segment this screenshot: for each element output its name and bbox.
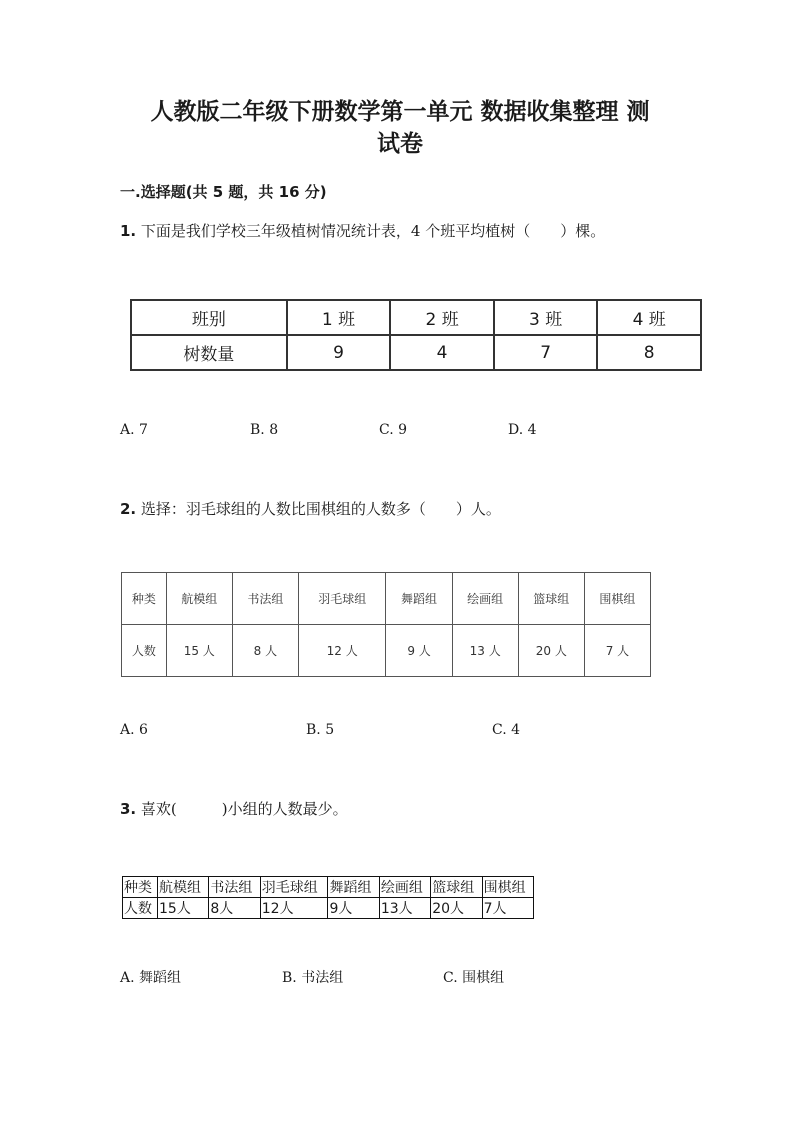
option-a[interactable]: A. 舞蹈组 [120,970,182,986]
table-cell: 12 人 [298,625,386,677]
table-cell: 书法组 [232,573,298,625]
table-cell: 围棋组 [482,877,533,898]
table-cell: 航模组 [166,573,232,625]
table-cell: 4 [390,335,494,370]
table-cell: 8 人 [232,625,298,677]
table-cell: 15人 [158,898,209,919]
table-cell: 篮球组 [431,877,482,898]
tree-planting-table [130,299,702,371]
table-cell: 绘画组 [379,877,430,898]
table-cell: 舞蹈组 [386,573,452,625]
table-cell: 7 [494,335,598,370]
question-text: 选择：羽毛球组的人数比围棋组的人数多（ ）人。 [140,500,501,518]
table-cell: 班别 [131,300,287,335]
question-1 [120,220,605,241]
table-cell: 8人 [209,898,260,919]
table-cell: 13 人 [452,625,518,677]
table-cell: 树数量 [131,335,287,370]
group-members-table [121,572,651,677]
table-cell: 羽毛球组 [260,877,328,898]
table-row [131,300,701,335]
table-cell: 种类 [123,877,158,898]
question-number: 2. [120,500,137,518]
table-cell: 20人 [431,898,482,919]
question-number: 1. [120,222,137,240]
question-number: 3. [120,800,137,818]
table-cell: 种类 [122,573,167,625]
table-cell: 8 [597,335,701,370]
table-row [122,573,651,625]
table-cell: 1 班 [287,300,391,335]
table-cell: 15 人 [166,625,232,677]
table-cell: 人数 [122,625,167,677]
table-cell: 9 [287,335,391,370]
table-cell: 2 班 [390,300,494,335]
table-cell: 篮球组 [518,573,584,625]
table-cell: 7人 [482,898,533,919]
question-text: 喜欢( )小组的人数最少。 [140,800,348,818]
table-row [123,877,534,898]
question-text: 下面是我们学校三年级植树情况统计表，4 个班平均植树（ ）棵。 [140,222,606,240]
table-cell: 9 人 [386,625,452,677]
table-row [131,335,701,370]
option-d[interactable]: D. 4 [508,422,537,438]
table-cell: 人数 [123,898,158,919]
question-2 [120,498,501,519]
option-c[interactable]: C. 9 [379,422,408,438]
table-cell: 20 人 [518,625,584,677]
option-b[interactable]: B. 书法组 [282,970,344,986]
table-cell: 13人 [379,898,430,919]
table-cell: 舞蹈组 [328,877,379,898]
table-cell: 书法组 [209,877,260,898]
option-c[interactable]: C. 4 [492,722,521,738]
table-cell: 绘画组 [452,573,518,625]
page-title-line1: 人教版二年级下册数学第一单元 数据收集整理 测 [150,99,650,125]
question-3 [120,798,348,819]
table-cell: 4 班 [597,300,701,335]
table-cell: 12人 [260,898,328,919]
table-cell: 围棋组 [584,573,650,625]
option-c[interactable]: C. 围棋组 [443,970,505,986]
page-title-line2: 试卷 [377,131,423,157]
table-cell: 3 班 [494,300,598,335]
table-cell: 9人 [328,898,379,919]
section-header: 一.选择题(共 5 题，共 16 分) [120,183,327,201]
table-row [122,625,651,677]
table-cell: 7 人 [584,625,650,677]
option-a[interactable]: A. 6 [120,722,148,738]
table-row [123,898,534,919]
option-b[interactable]: B. 5 [306,722,335,738]
table-cell: 航模组 [158,877,209,898]
option-a[interactable]: A. 7 [120,422,148,438]
table-cell: 羽毛球组 [298,573,386,625]
group-members-table-small [122,876,534,919]
option-b[interactable]: B. 8 [250,422,279,438]
